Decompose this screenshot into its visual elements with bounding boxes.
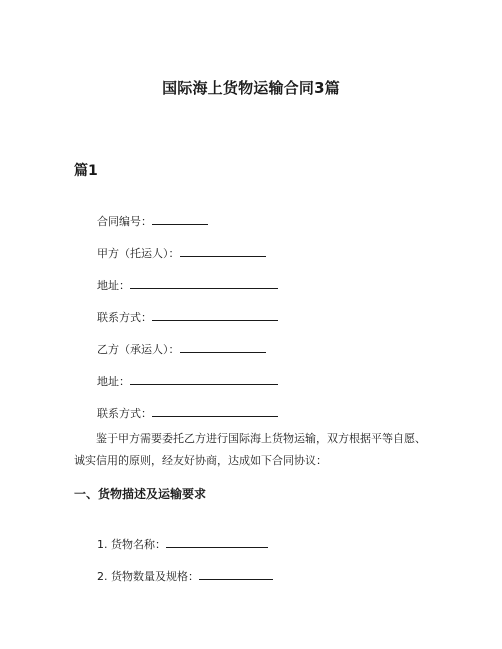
fill-blank — [180, 244, 266, 257]
fill-blank — [152, 308, 278, 321]
subsection-heading: 一、货物描述及运输要求 — [74, 487, 207, 501]
goods-name-item — [97, 535, 268, 552]
field-label: 联系方式： — [97, 311, 152, 324]
party-a-contact-field — [97, 308, 278, 325]
party-a-address-field — [97, 276, 278, 293]
party-a-field — [97, 244, 266, 261]
field-label: 甲方（托运人）： — [97, 247, 180, 260]
fill-blank — [152, 404, 278, 417]
fill-blank — [199, 567, 273, 580]
document-title: 国际海上货物运输合同3篇 — [162, 79, 340, 97]
field-label: 合同编号： — [97, 215, 152, 228]
item-label: 1. 货物名称： — [97, 538, 166, 551]
fill-blank — [152, 212, 208, 225]
intro-paragraph: 鉴于甲方需要委托乙方进行国际海上货物运输，双方根据平等自愿、诚实信用的原则，经友好协商，达成如下合同协议： — [74, 432, 426, 467]
field-label: 乙方（承运人）： — [97, 343, 180, 356]
section-heading: 篇1 — [74, 163, 98, 179]
field-label: 地址： — [97, 375, 130, 388]
fill-blank — [130, 276, 278, 289]
fill-blank — [180, 340, 266, 353]
fill-blank — [130, 372, 278, 385]
goods-quantity-item — [97, 567, 273, 584]
party-b-address-field — [97, 372, 278, 389]
party-b-contact-field — [97, 404, 278, 421]
field-label: 地址： — [97, 279, 130, 292]
contract-number-field — [97, 212, 208, 229]
fill-blank — [166, 535, 268, 548]
party-b-field — [97, 340, 266, 357]
item-label: 2. 货物数量及规格： — [97, 570, 199, 583]
field-label: 联系方式： — [97, 407, 152, 420]
